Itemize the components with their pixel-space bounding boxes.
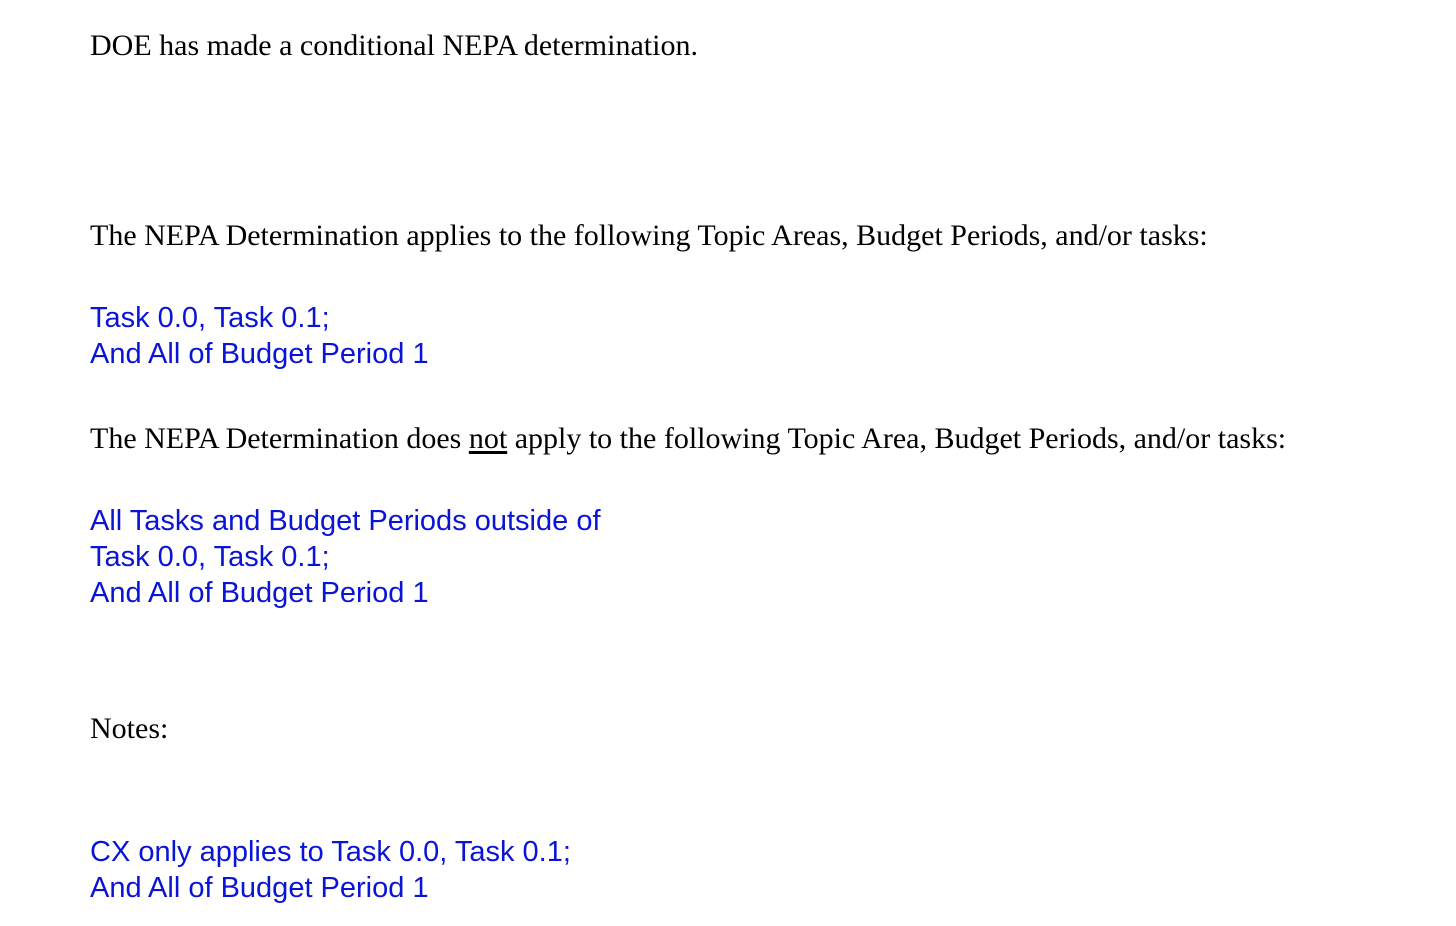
not-applies-heading [90, 421, 1286, 457]
not-applies-item: All Tasks and Budget Periods outside of [90, 505, 601, 537]
notes-item: CX only applies to Task 0.0, Task 0.1; [90, 836, 571, 868]
determination-statement: DOE has made a conditional NEPA determination. [90, 29, 698, 62]
not-applies-heading-start: The NEPA Determination does [90, 422, 469, 455]
not-applies-list [90, 503, 601, 611]
not-applies-item: And All of Budget Period 1 [90, 577, 429, 609]
not-emphasis: not [468, 422, 508, 455]
applies-item: And All of Budget Period 1 [90, 338, 429, 370]
not-applies-heading-end: apply to the following Topic Area, Budget Periods, and/or tasks: [507, 422, 1287, 455]
notes-label: Notes: [90, 712, 169, 745]
notes-item: And All of Budget Period 1 [90, 872, 429, 904]
not-applies-item: Task 0.0, Task 0.1; [90, 541, 330, 573]
notes-list [90, 834, 571, 906]
applies-list [90, 300, 429, 372]
applies-heading: The NEPA Determination applies to the following Topic Areas, Budget Periods, and/or tasks: [90, 219, 1208, 252]
applies-item: Task 0.0, Task 0.1; [90, 302, 330, 334]
